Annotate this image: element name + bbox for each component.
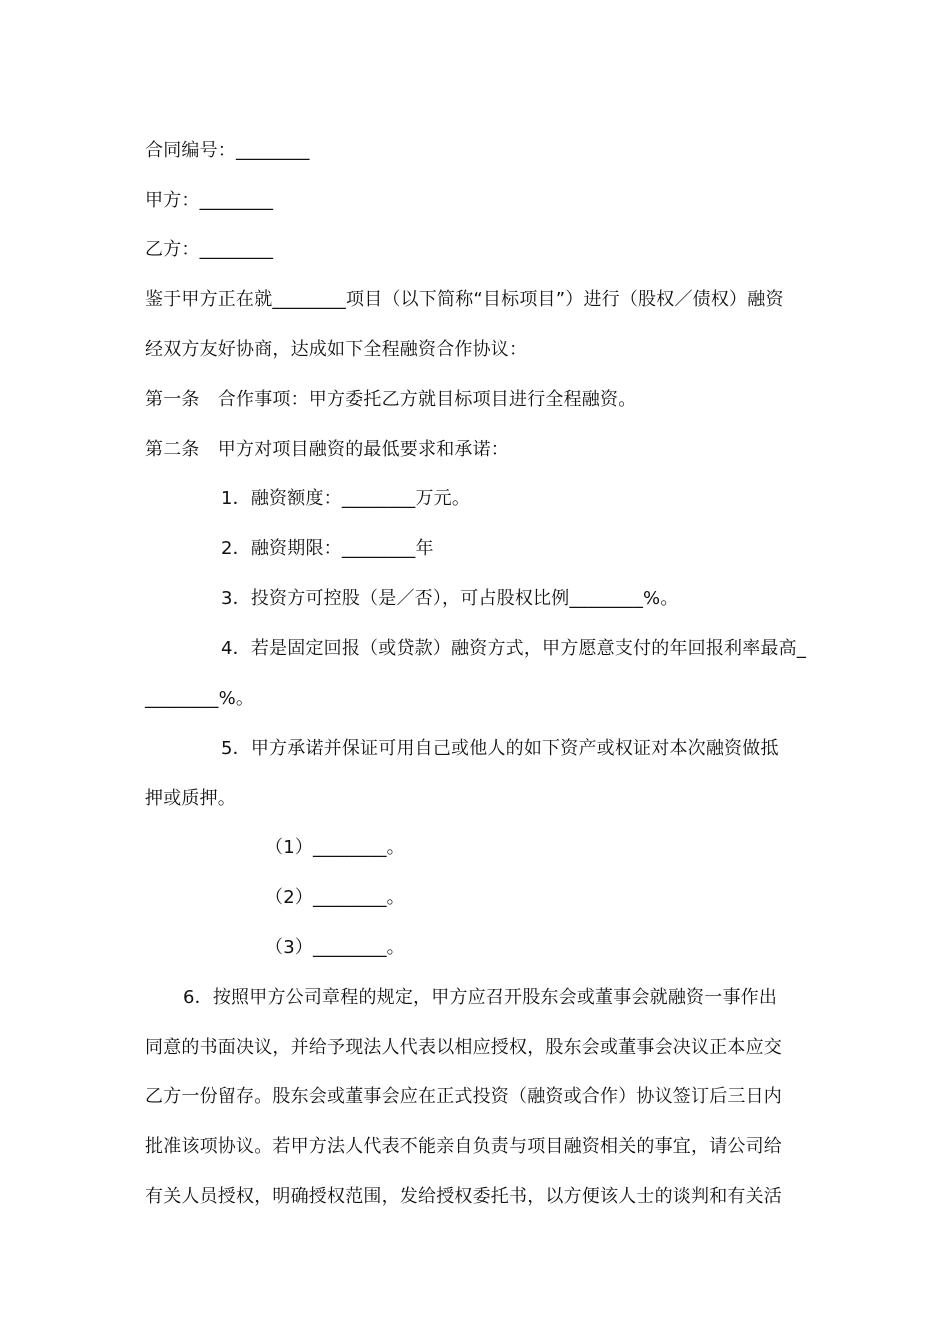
article-1: 第一条 合作事项：甲方委托乙方就目标项目进行全程融资。	[145, 389, 637, 410]
collateral-item-3: （3）________。	[265, 937, 405, 958]
article-2-heading: 第二条 甲方对项目融资的最低要求和承诺：	[145, 439, 509, 460]
item-6-resolution-line-1: 6．按照甲方公司章程的规定，甲方应召开股东会或董事会就融资一事作出	[183, 987, 778, 1008]
party-a-line: 甲方：________	[145, 190, 274, 211]
item-5-collateral-line-1: 5．甲方承诺并保证可用自己或他人的如下资产或权证对本次融资做抵	[221, 738, 779, 759]
party-b-line: 乙方：________	[145, 239, 274, 260]
preamble-line-1: 鉴于甲方正在就________项目（以下简称“目标项目”）进行（股权／债权）融资	[145, 289, 784, 310]
item-3-investor-control: 3．投资方可控股（是／否），可占股权比例________%。	[221, 588, 679, 609]
contract-number-line: 合同编号：________	[145, 140, 310, 161]
item-4-return-rate-line-2: ________%。	[145, 688, 255, 709]
item-5-collateral-line-2: 押或质押。	[145, 788, 236, 809]
item-1-financing-amount: 1．融资额度：________万元。	[221, 488, 471, 509]
item-4-return-rate-line-1: 4．若是固定回报（或贷款）融资方式，甲方愿意支付的年回报利率最高_	[221, 638, 807, 659]
collateral-item-1: （1）________。	[265, 837, 405, 858]
item-2-financing-term: 2．融资期限：________年	[221, 538, 434, 559]
item-6-resolution-line-3: 乙方一份留存。股东会或董事会应在正式投资（融资或合作）协议签订后三日内	[145, 1086, 782, 1107]
item-6-resolution-line-5: 有关人员授权，明确授权范围，发给授权委托书，以方便该人士的谈判和有关活	[145, 1186, 782, 1207]
collateral-item-2: （2）________。	[265, 887, 405, 908]
item-6-resolution-line-2: 同意的书面决议，并给予现法人代表以相应授权，股东会或董事会决议正本应交	[145, 1037, 782, 1058]
preamble-line-2: 经双方友好协商，达成如下全程融资合作协议：	[145, 339, 528, 360]
item-6-resolution-line-4: 批准该项协议。若甲方法人代表不能亲自负责与项目融资相关的事宜，请公司给	[145, 1136, 782, 1157]
